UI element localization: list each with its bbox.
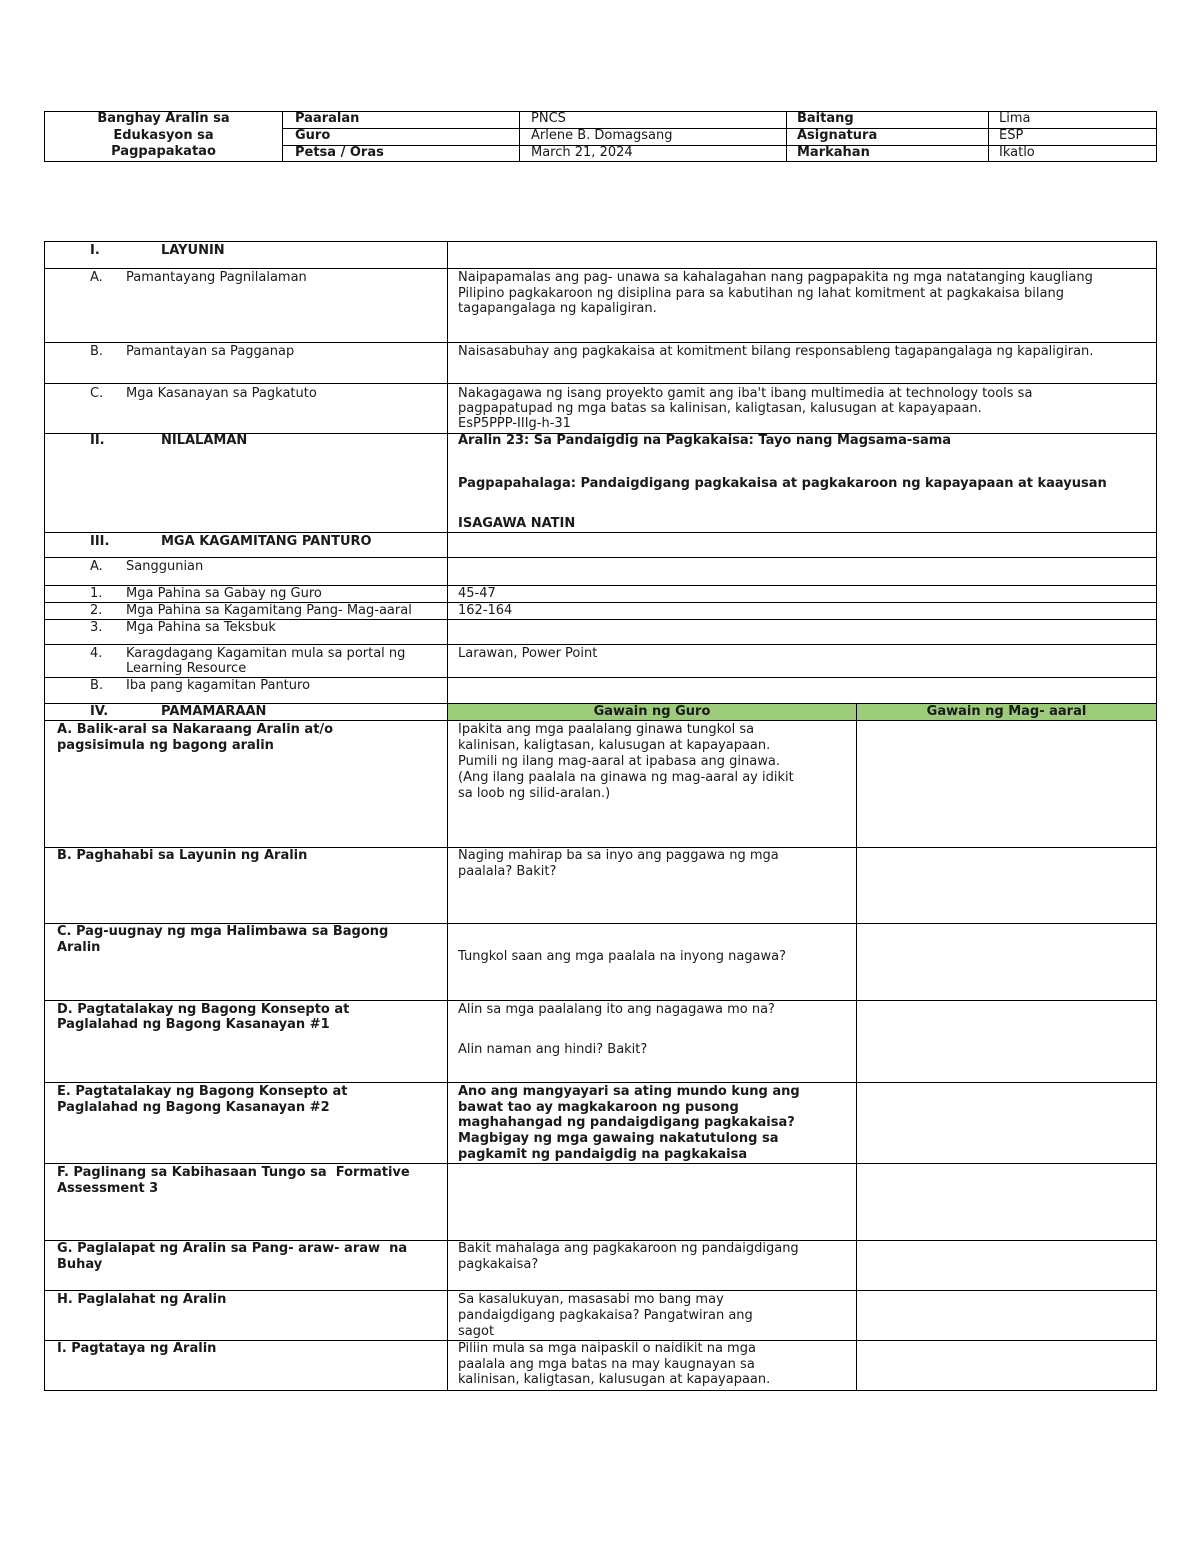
step-label: Paglalahad ng Bagong Kasanayan #2	[57, 1100, 330, 1115]
step-label: G. Paglalapat ng Aralin sa Pang- araw- araw na	[57, 1241, 408, 1256]
pagpapahalaga: Pagpapahalaga: Pandaigdigang pagkakaisa at pagkakaroon ng kapayapaan at kaayusan	[458, 476, 1107, 491]
item-value: 45-47	[458, 586, 496, 601]
step-label: Paglalahad ng Bagong Kasanayan #1	[57, 1017, 330, 1032]
guro-line: Magbigay ng mga gawaing nakatutulong sa	[458, 1131, 779, 1146]
step-label: F. Paglinang sa Kabihasaan Tungo sa Formative	[57, 1165, 410, 1180]
item-letter: A.	[90, 559, 103, 574]
guro-line: paalala ang mga batas na may kaugnayan sa	[458, 1357, 755, 1372]
step-label: E. Pagtatalakay ng Bagong Konsepto at	[57, 1084, 348, 1099]
content-line: Nakagagawa ng isang proyekto gamit ang iba't ibang multimedia at technology tools sa	[458, 386, 1033, 401]
item-number: 3.	[90, 620, 103, 635]
guro-line: sa loob ng silid-aralan.)	[458, 786, 611, 801]
guro-line: Piliin mula sa mga naipaskil o naidikit na mga	[458, 1341, 756, 1356]
guro-line: Bakit mahalaga ang pagkakaroon ng pandaigdigang	[458, 1241, 799, 1256]
guro-line: maghahangad ng pandaigdigang pagkakaisa?	[458, 1115, 795, 1130]
item-label: Mga Pahina sa Gabay ng Guro	[126, 586, 322, 601]
aralin-title: Aralin 23: Sa Pandaigdig na Pagkakaisa: Tayo nang Magsama-sama	[458, 433, 952, 448]
section-number: IV.	[90, 704, 109, 719]
step-label: C. Pag-uugnay ng mga Halimbawa sa Bagong	[57, 924, 389, 939]
guro-line: paalala? Bakit?	[458, 864, 557, 879]
step-label: Assessment 3	[57, 1181, 159, 1196]
section-title-nilalaman: NILALAMAN	[161, 433, 248, 448]
step-label: Aralin	[57, 940, 101, 955]
step-label: pagsisimula ng bagong aralin	[57, 738, 274, 753]
item-letter: B.	[90, 678, 104, 693]
guro-line: kalinisan, kaligtasan, kalusugan at kapayapaan.	[458, 738, 771, 753]
guro-line: Pumili ng ilang mag-aaral at ipabasa ang ginawa.	[458, 754, 780, 769]
item-number: 4.	[90, 646, 103, 661]
item-letter: A.	[90, 270, 103, 285]
guro-line: (Ang ilang paalala na ginawa ng mag-aaral ay idikit	[458, 770, 794, 785]
guro-line: Naging mahirap ba sa inyo ang paggawa ng mga	[458, 848, 779, 863]
school-value: PNCS	[531, 111, 566, 126]
column-header-guro: Gawain ng Guro	[593, 704, 711, 719]
date-value: March 21, 2024	[531, 145, 633, 160]
section-number: I.	[90, 243, 100, 258]
section-title-pamamaraan: PAMAMARAAN	[161, 704, 267, 719]
guro-line: Sa kasalukuyan, masasabi mo bang may	[458, 1292, 724, 1307]
teacher-value: Arlene B. Domagsang	[531, 128, 673, 143]
item-label: Mga Pahina sa Teksbuk	[126, 620, 276, 635]
isagawa-natin: ISAGAWA NATIN	[458, 516, 576, 531]
item-number: 2.	[90, 603, 103, 618]
column-header-mag-aaral: Gawain ng Mag- aaral	[926, 704, 1087, 719]
item-letter: B.	[90, 344, 104, 359]
subject-value: ESP	[999, 128, 1024, 143]
item-label: Iba pang kagamitan Panturo	[126, 678, 311, 693]
lesson-plan-title-line: Banghay Aralin sa	[97, 111, 230, 126]
guro-line: Alin naman ang hindi? Bakit?	[458, 1042, 648, 1057]
quarter-value: Ikatlo	[999, 145, 1035, 160]
item-label: Karagdagang Kagamitan mula sa portal ng	[126, 646, 406, 661]
item-letter: C.	[90, 386, 104, 401]
section-title-layunin: LAYUNIN	[161, 243, 225, 258]
guro-line: pagkakaisa?	[458, 1257, 539, 1272]
step-label: A. Balik-aral sa Nakaraang Aralin at/o	[57, 722, 334, 737]
content-line: Pilipino pagkakaroon ng disiplina para sa kabutihan ng lahat komitment at pagkakaisa bilang	[458, 286, 1064, 301]
quarter-label: Markahan	[797, 145, 870, 160]
step-label: D. Pagtatalakay ng Bagong Konsepto at	[57, 1002, 350, 1017]
guro-line: kalinisan, kaligtasan, kalusugan at kapayapaan.	[458, 1372, 771, 1387]
subject-label: Asignatura	[797, 128, 878, 143]
item-number: 1.	[90, 586, 103, 601]
step-label: B. Paghahabi sa Layunin ng Aralin	[57, 848, 308, 863]
step-label: H. Paglalahat ng Aralin	[57, 1292, 227, 1307]
item-label: Pamantayan sa Pagganap	[126, 344, 295, 359]
grade-value: Lima	[999, 111, 1031, 126]
guro-line: bawat tao ay magkakaroon ng pusong	[458, 1100, 739, 1115]
section-title-kagamitan: MGA KAGAMITANG PANTURO	[161, 534, 372, 549]
lesson-plan-title-line: Edukasyon sa	[113, 128, 214, 143]
step-label: I. Pagtataya ng Aralin	[57, 1341, 217, 1356]
item-label: Sanggunian	[126, 559, 204, 574]
item-label: Learning Resource	[126, 661, 247, 676]
content-line: Naipapamalas ang pag- unawa sa kahalagahan nang pagpapakita ng mga natatanging kaugliang	[458, 270, 1093, 285]
content-line: EsP5PPP-IIIg-h-31	[458, 416, 571, 431]
guro-line: pagkamit ng pandaigdig na pagkakaisa	[458, 1147, 748, 1162]
content-line: Naisasabuhay ang pagkakaisa at komitment bilang responsableng tagapangalaga ng kapaligiran.	[458, 344, 1094, 359]
guro-line: Alin sa mga paalalang ito ang nagagawa mo na?	[458, 1002, 775, 1017]
guro-line: sagot	[458, 1324, 495, 1339]
item-label: Pamantayang Pagnilalaman	[126, 270, 307, 285]
content-line: pagpapatupad ng mga batas sa kalinisan, kaligtasan, kalusugan at kapayapaan.	[458, 401, 982, 416]
date-label: Petsa / Oras	[295, 145, 384, 160]
teacher-label: Guro	[295, 128, 331, 143]
item-label: Mga Pahina sa Kagamitang Pang- Mag-aaral	[126, 603, 412, 618]
section-number: II.	[90, 433, 105, 448]
item-value: 162-164	[458, 603, 513, 618]
item-label: Mga Kasanayan sa Pagkatuto	[126, 386, 317, 401]
content-line: tagapangalaga ng kapaligiran.	[458, 301, 657, 316]
item-value: Larawan, Power Point	[458, 646, 598, 661]
guro-line: Ipakita ang mga paalalang ginawa tungkol sa	[458, 722, 755, 737]
school-label: Paaralan	[295, 111, 360, 126]
step-label: Buhay	[57, 1257, 103, 1272]
guro-line: pandaigdigang pagkakaisa? Pangatwiran ang	[458, 1308, 753, 1323]
section-number: III.	[90, 534, 110, 549]
lesson-plan-title-line: Pagpapakatao	[111, 144, 216, 159]
guro-line: Tungkol saan ang mga paalala na inyong nagawa?	[458, 949, 786, 964]
guro-line: Ano ang mangyayari sa ating mundo kung ang	[458, 1084, 800, 1099]
grade-label: Baitang	[797, 111, 854, 126]
